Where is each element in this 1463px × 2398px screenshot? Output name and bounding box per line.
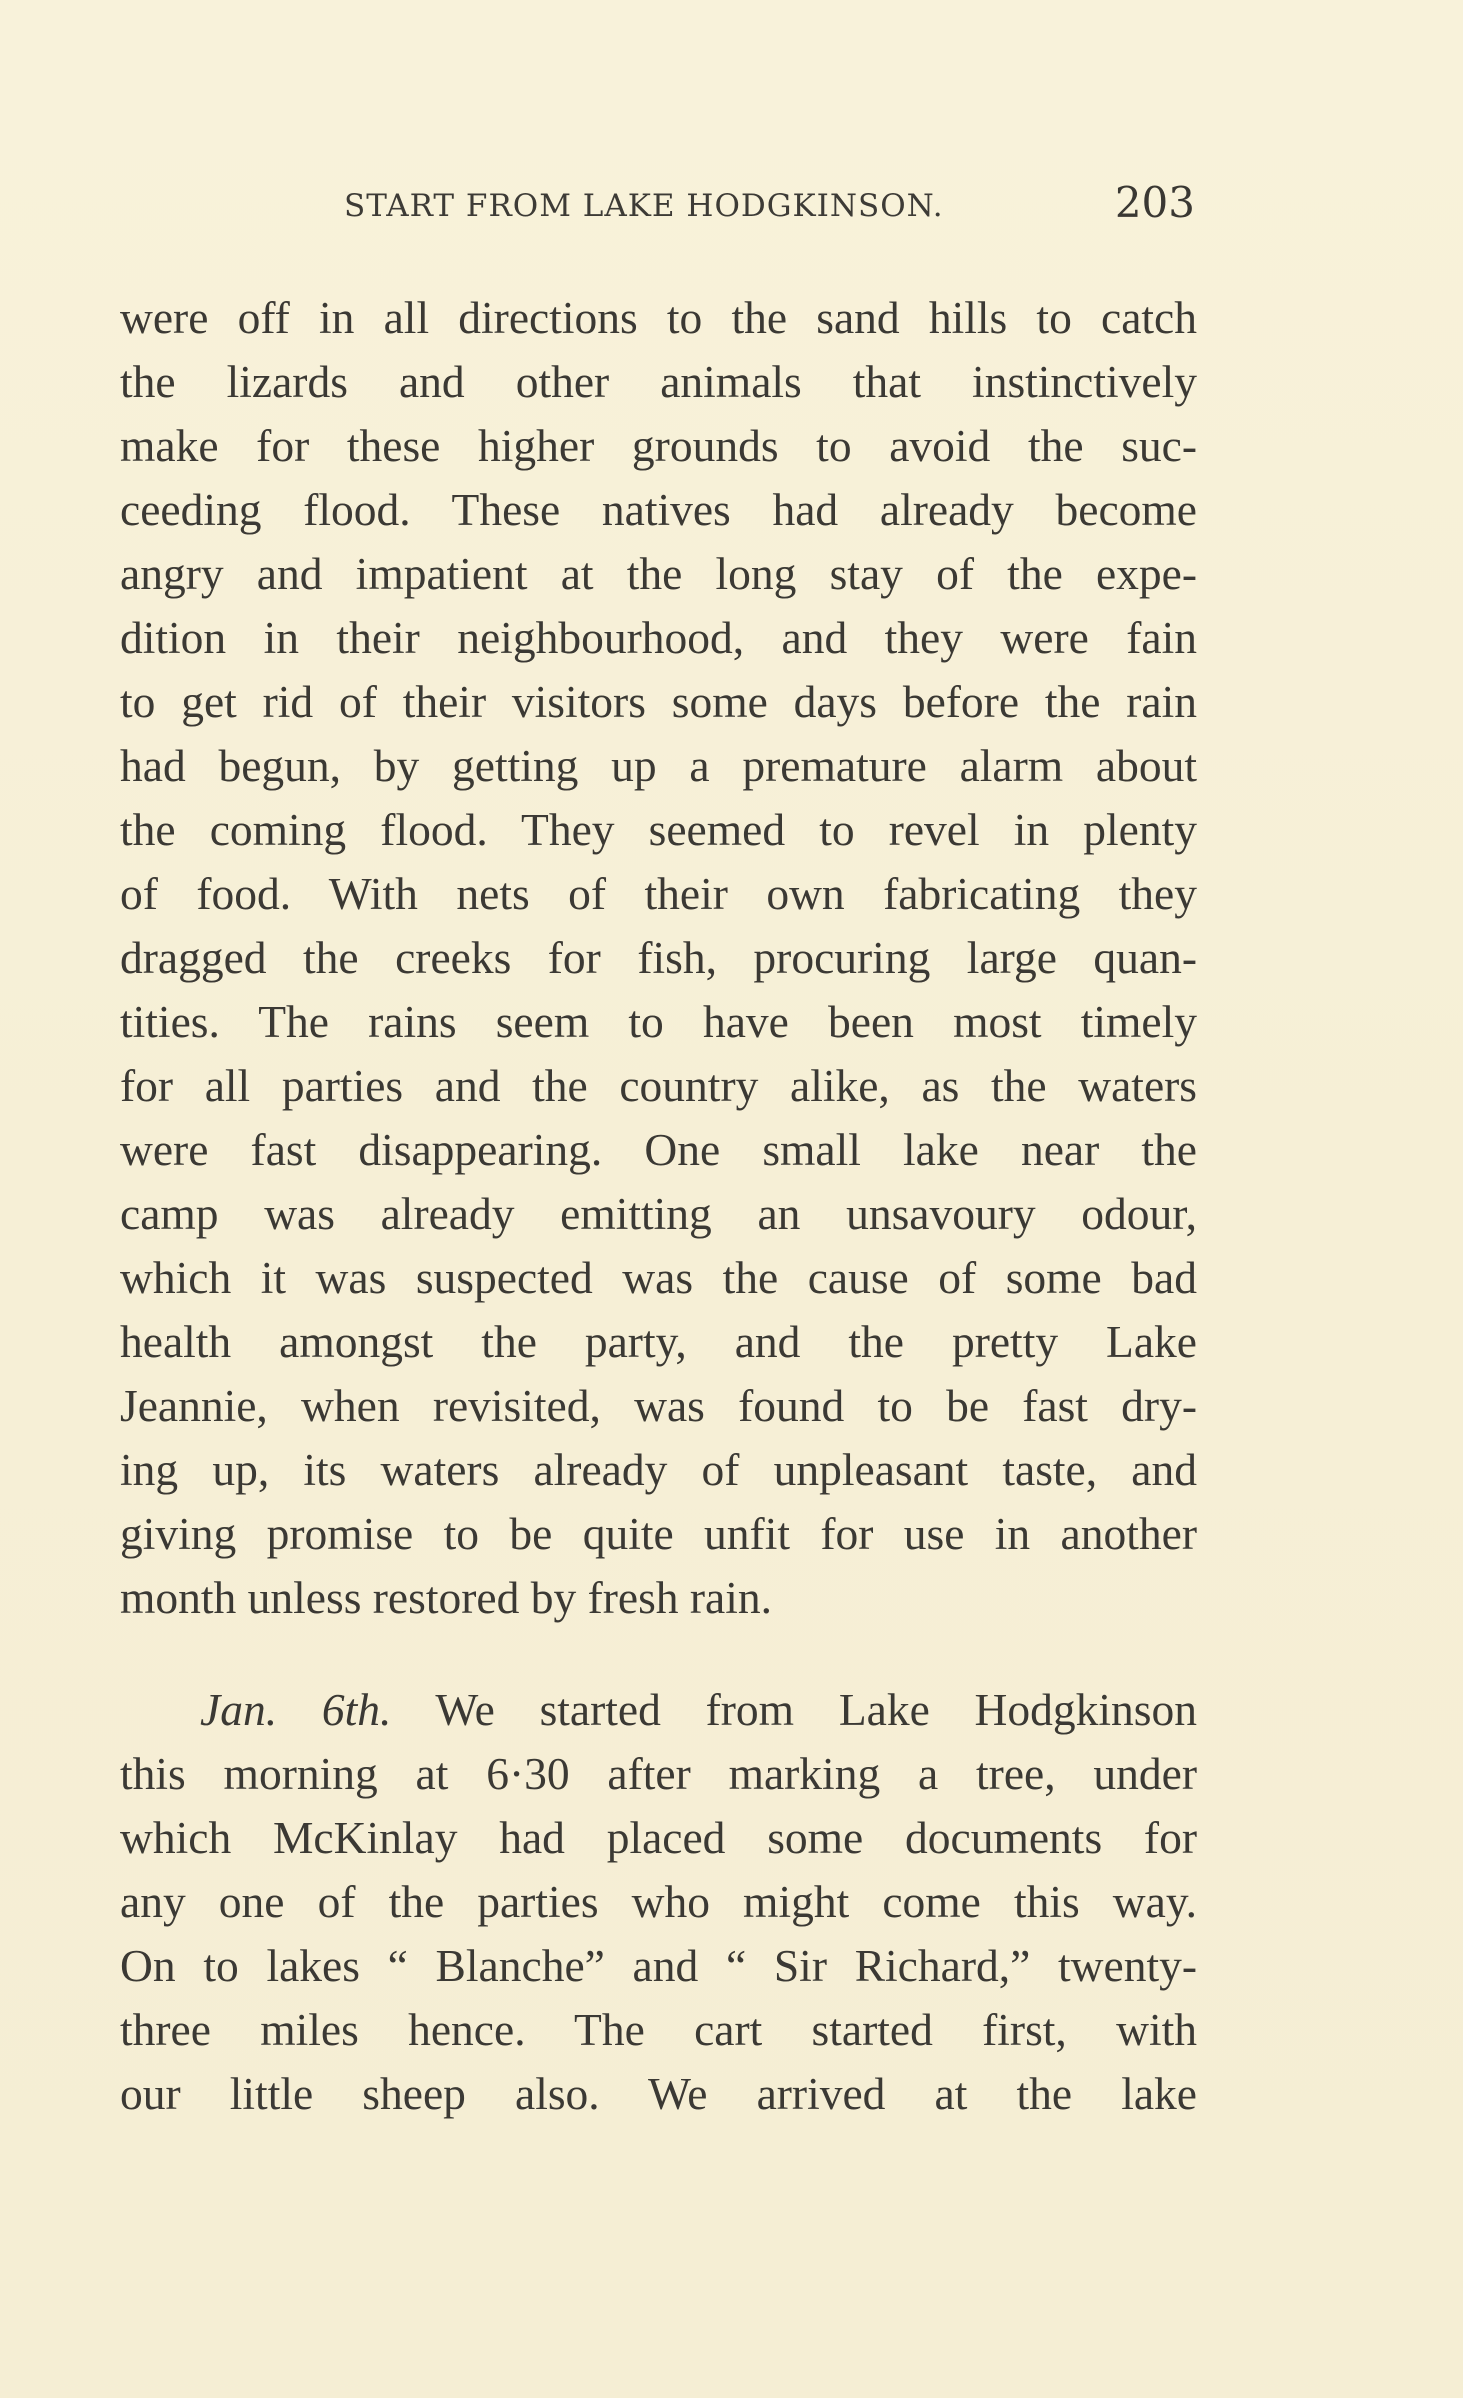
entry-date: Jan. 6th.	[200, 1684, 392, 1735]
page-number: 203	[1114, 178, 1195, 227]
body-text	[120, 286, 1197, 2126]
text-line: Jeannie, when revisited, was found to be fast dry-	[120, 1380, 1197, 1431]
text-line-first	[120, 1678, 1197, 1742]
text-line: which it was suspected was the cause of some bad	[120, 1252, 1197, 1303]
page-header	[120, 178, 1195, 238]
text-line: angry and impatient at the long stay of the expe-	[120, 548, 1197, 599]
text-line: our little sheep also. We arrived at the lake	[120, 2068, 1197, 2119]
first-line-text: We started from Lake Hodgkinson	[435, 1684, 1197, 1735]
text-line: make for these higher grounds to avoid the suc-	[120, 420, 1197, 471]
text-line: had begun, by getting up a premature alarm about	[120, 740, 1197, 791]
text-line: the lizards and other animals that instinctively	[120, 356, 1197, 407]
text-line: were fast disappearing. One small lake near the	[120, 1124, 1197, 1175]
text-line: tities. The rains seem to have been most timely	[120, 996, 1197, 1047]
text-line: ceeding flood. These natives had already become	[120, 484, 1197, 535]
text-line: three miles hence. The cart started first, with	[120, 2004, 1197, 2055]
text-line: for all parties and the country alike, as the waters	[120, 1060, 1197, 1111]
text-line: of food. With nets of their own fabricating they	[120, 868, 1197, 919]
text-line: giving promise to be quite unfit for use in another	[120, 1508, 1197, 1559]
text-line: dragged the creeks for fish, procuring large quan-	[120, 932, 1197, 983]
running-head: START FROM LAKE HODGKINSON.	[344, 188, 944, 224]
text-line: were off in all directions to the sand hills to catch	[120, 292, 1197, 343]
paragraph-2	[120, 1678, 1197, 2126]
text-line: which McKinlay had placed some documents for	[120, 1812, 1197, 1863]
text-line: the coming flood. They seemed to revel in plenty	[120, 804, 1197, 855]
text-line: month unless restored by fresh rain.	[120, 1572, 773, 1623]
text-line: On to lakes “ Blanche” and “ Sir Richard,” twenty-	[120, 1940, 1197, 1991]
text-line: this morning at 6·30 after marking a tree, under	[120, 1748, 1197, 1799]
text-line: camp was already emitting an unsavoury odour,	[120, 1188, 1197, 1239]
text-line: dition in their neighbourhood, and they were fain	[120, 612, 1197, 663]
text-line: to get rid of their visitors some days before the rain	[120, 676, 1197, 727]
text-line: any one of the parties who might come this way.	[120, 1876, 1197, 1927]
text-line: health amongst the party, and the pretty Lake	[120, 1316, 1197, 1367]
paragraph-gap	[120, 1630, 1197, 1678]
paragraph-1	[120, 286, 1197, 1630]
text-line: ing up, its waters already of unpleasant taste, and	[120, 1444, 1197, 1495]
